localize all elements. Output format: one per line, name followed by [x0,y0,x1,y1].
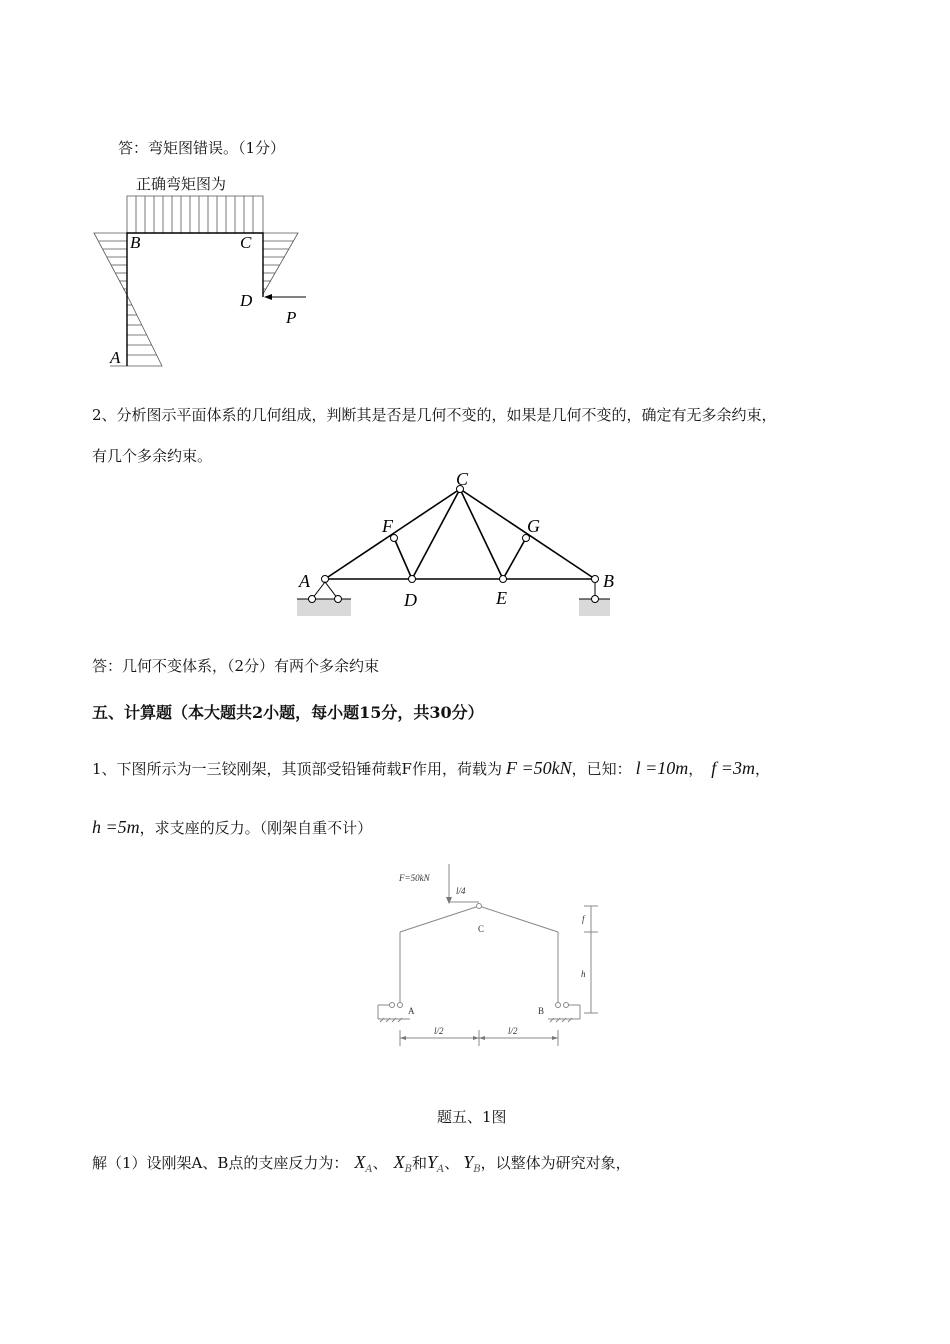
bending-moment-diagram [90,190,330,390]
three-hinged-frame-diagram [370,862,630,1072]
frame-quarter-span: l/4 [456,886,466,896]
label-b: B [130,233,141,252]
equation-h: h =5m [92,817,140,837]
figure-caption: 题五、1图 [437,1108,507,1126]
solution-line: 解（1）设刚架A、B点的支座反力为： $X_A$、 $X_B$和$Y_A$、 $Y_B$，以整体为研究对象， [92,1152,631,1175]
answer-bending-moment: 答：弯矩图错误。（1分） [118,139,286,157]
label-c: C [240,233,252,252]
frame-node-a: A [408,1006,415,1016]
truss-label-e: E [496,588,507,608]
problem-1-line1: 1、下图所示为一三铰刚架，其顶部受铅锤荷载F作用，荷载为 F =50kN，已知： l =10m， f =3m， [92,758,770,778]
frame-node-b: B [538,1006,545,1016]
equation-l: l =10m [635,758,689,778]
frame-rise-label: f [582,914,585,924]
label-p: P [286,308,297,327]
diagram-caption: 正确弯矩图为 [136,175,227,193]
truss-label-b: B [603,571,614,591]
truss-label-a: A [299,571,310,591]
truss-label-d: D [404,590,417,610]
label-d: D [240,291,253,310]
frame-node-c: C [478,924,485,934]
answer-geometric: 答：几何不变体系，（2分）有两个多余约束 [92,657,380,675]
truss-label-f: F [382,516,393,536]
truss-label-g: G [527,516,540,536]
truss-diagram [290,466,630,626]
section-heading: 五、计算题（本大题共2小题，每小题15分，共30分） [92,703,484,722]
frame-height-label: h [581,969,586,979]
problem-1-line2: h =5m，求支座的反力。（刚架自重不计） [92,817,373,837]
equation-f-load: F =50kN [505,758,572,778]
equation-f-rise: f =3m [711,758,755,778]
label-a: A [110,348,121,367]
question-2-line1: 2、分析图示平面体系的几何组成，判断其是否是几何不变的，如果是几何不变的，确定有无多余约束， [92,406,777,424]
question-2-line2: 有几个多余约束。 [92,447,213,465]
frame-load-label: F=50kN [399,873,430,883]
frame-half-span-right: l/2 [508,1026,518,1036]
truss-label-c: C [456,469,469,489]
frame-half-span-left: l/2 [434,1026,444,1036]
